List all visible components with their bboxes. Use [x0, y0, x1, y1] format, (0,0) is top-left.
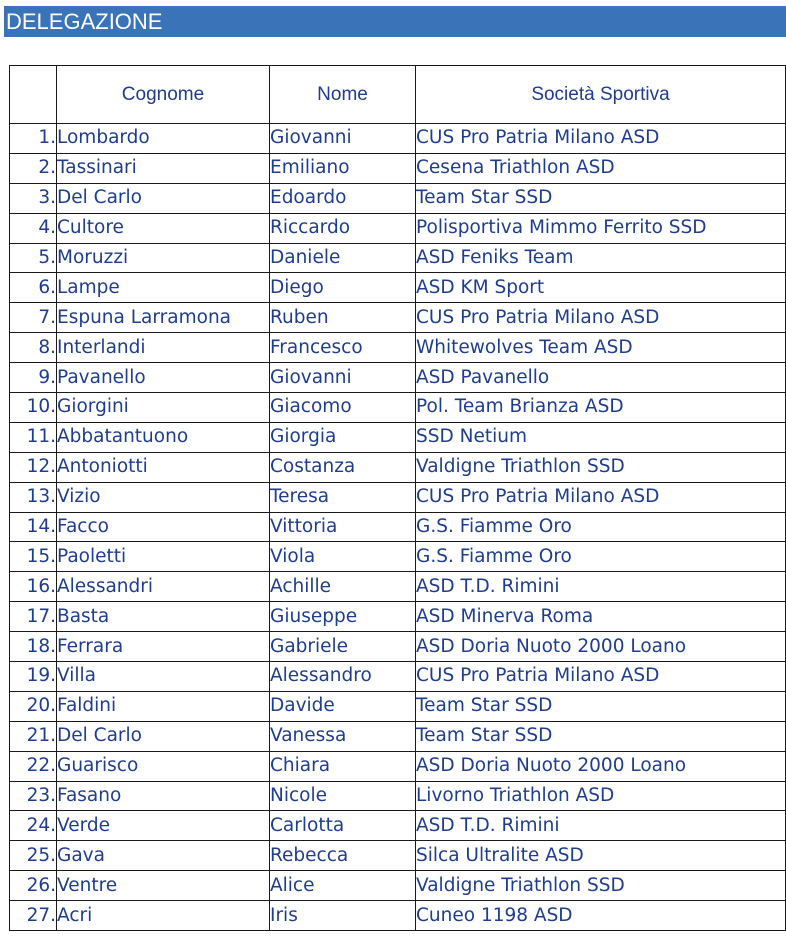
header-nome: Nome [270, 66, 416, 124]
societa-cell: ASD T.D. Rimini [416, 811, 786, 841]
cognome-cell: Alessandri [57, 572, 270, 602]
cognome-cell: Espuna Larramona [57, 303, 270, 333]
nome-cell: Nicole [270, 781, 416, 811]
row-number: 11. [10, 422, 57, 452]
header-cognome: Cognome [57, 66, 270, 124]
cognome-cell: Villa [57, 662, 270, 692]
row-number: 9. [10, 363, 57, 393]
row-number: 20. [10, 691, 57, 721]
cognome-cell: Interlandi [57, 333, 270, 363]
cognome-cell: Acri [57, 901, 270, 931]
nome-cell: Ruben [270, 303, 416, 333]
row-number: 10. [10, 393, 57, 423]
cognome-cell: Fasano [57, 781, 270, 811]
table-row [10, 422, 786, 452]
table-row [10, 393, 786, 423]
societa-cell: Livorno Triathlon ASD [416, 781, 786, 811]
nome-cell: Giuseppe [270, 602, 416, 632]
societa-cell: CUS Pro Patria Milano ASD [416, 482, 786, 512]
table-row [10, 841, 786, 871]
table-row [10, 871, 786, 901]
table-row [10, 213, 786, 243]
table-row [10, 901, 786, 931]
row-number: 8. [10, 333, 57, 363]
row-number: 19. [10, 662, 57, 692]
societa-cell: CUS Pro Patria Milano ASD [416, 124, 786, 154]
table-row [10, 153, 786, 183]
table-row [10, 542, 786, 572]
row-number: 13. [10, 482, 57, 512]
cognome-cell: Paoletti [57, 542, 270, 572]
cognome-cell: Tassinari [57, 153, 270, 183]
row-number: 15. [10, 542, 57, 572]
societa-cell: CUS Pro Patria Milano ASD [416, 662, 786, 692]
cognome-cell: Faldini [57, 691, 270, 721]
cognome-cell: Giorgini [57, 393, 270, 423]
nome-cell: Achille [270, 572, 416, 602]
cognome-cell: Basta [57, 602, 270, 632]
cognome-cell: Moruzzi [57, 243, 270, 273]
section-title: DELEGAZIONE [4, 6, 786, 37]
nome-cell: Diego [270, 273, 416, 303]
societa-cell: ASD Minerva Roma [416, 602, 786, 632]
nome-cell: Edoardo [270, 183, 416, 213]
table-row [10, 811, 786, 841]
row-number: 27. [10, 901, 57, 931]
nome-cell: Gabriele [270, 632, 416, 662]
header-row [10, 66, 786, 124]
societa-cell: Team Star SSD [416, 721, 786, 751]
societa-cell: Cesena Triathlon ASD [416, 153, 786, 183]
table-row [10, 124, 786, 154]
societa-cell: Valdigne Triathlon SSD [416, 452, 786, 482]
row-number: 3. [10, 183, 57, 213]
table-row [10, 632, 786, 662]
societa-cell: CUS Pro Patria Milano ASD [416, 303, 786, 333]
nome-cell: Davide [270, 691, 416, 721]
row-number: 17. [10, 602, 57, 632]
table-row [10, 781, 786, 811]
row-number: 2. [10, 153, 57, 183]
cognome-cell: Ferrara [57, 632, 270, 662]
table-row [10, 512, 786, 542]
nome-cell: Chiara [270, 751, 416, 781]
cognome-cell: Antoniotti [57, 452, 270, 482]
societa-cell: Valdigne Triathlon SSD [416, 871, 786, 901]
cognome-cell: Del Carlo [57, 183, 270, 213]
societa-cell: ASD Feniks Team [416, 243, 786, 273]
societa-cell: ASD Doria Nuoto 2000 Loano [416, 751, 786, 781]
societa-cell: Team Star SSD [416, 691, 786, 721]
nome-cell: Iris [270, 901, 416, 931]
cognome-cell: Lampe [57, 273, 270, 303]
nome-cell: Rebecca [270, 841, 416, 871]
nome-cell: Viola [270, 542, 416, 572]
societa-cell: Polisportiva Mimmo Ferrito SSD [416, 213, 786, 243]
row-number: 12. [10, 452, 57, 482]
row-number: 1. [10, 124, 57, 154]
nome-cell: Giovanni [270, 124, 416, 154]
nome-cell: Francesco [270, 333, 416, 363]
nome-cell: Giovanni [270, 363, 416, 393]
nome-cell: Riccardo [270, 213, 416, 243]
societa-cell: SSD Netium [416, 422, 786, 452]
table-row [10, 572, 786, 602]
table-row [10, 333, 786, 363]
cognome-cell: Pavanello [57, 363, 270, 393]
societa-cell: Pol. Team Brianza ASD [416, 393, 786, 423]
table-row [10, 243, 786, 273]
cognome-cell: Verde [57, 811, 270, 841]
cognome-cell: Ventre [57, 871, 270, 901]
societa-cell: ASD KM Sport [416, 273, 786, 303]
row-number: 7. [10, 303, 57, 333]
societa-cell: G.S. Fiamme Oro [416, 542, 786, 572]
nome-cell: Alice [270, 871, 416, 901]
table-row [10, 751, 786, 781]
cognome-cell: Facco [57, 512, 270, 542]
delegation-table [9, 65, 786, 931]
row-number: 26. [10, 871, 57, 901]
societa-cell: Silca Ultralite ASD [416, 841, 786, 871]
table-row [10, 482, 786, 512]
table-row [10, 662, 786, 692]
table-body [10, 124, 786, 931]
row-number: 22. [10, 751, 57, 781]
societa-cell: ASD Doria Nuoto 2000 Loano [416, 632, 786, 662]
societa-cell: ASD Pavanello [416, 363, 786, 393]
row-number: 25. [10, 841, 57, 871]
nome-cell: Costanza [270, 452, 416, 482]
nome-cell: Giorgia [270, 422, 416, 452]
cognome-cell: Gava [57, 841, 270, 871]
table-row [10, 452, 786, 482]
cognome-cell: Lombardo [57, 124, 270, 154]
nome-cell: Carlotta [270, 811, 416, 841]
row-number: 18. [10, 632, 57, 662]
nome-cell: Alessandro [270, 662, 416, 692]
row-number: 21. [10, 721, 57, 751]
societa-cell: G.S. Fiamme Oro [416, 512, 786, 542]
row-number: 23. [10, 781, 57, 811]
nome-cell: Daniele [270, 243, 416, 273]
societa-cell: Cuneo 1198 ASD [416, 901, 786, 931]
nome-cell: Vittoria [270, 512, 416, 542]
header-number [10, 66, 57, 124]
nome-cell: Vanessa [270, 721, 416, 751]
societa-cell: ASD T.D. Rimini [416, 572, 786, 602]
nome-cell: Emiliano [270, 153, 416, 183]
cognome-cell: Cultore [57, 213, 270, 243]
table-row [10, 691, 786, 721]
table-row [10, 602, 786, 632]
cognome-cell: Guarisco [57, 751, 270, 781]
societa-cell: Team Star SSD [416, 183, 786, 213]
row-number: 6. [10, 273, 57, 303]
cognome-cell: Vizio [57, 482, 270, 512]
nome-cell: Teresa [270, 482, 416, 512]
header-societa: Società Sportiva [416, 66, 786, 124]
table-header [10, 66, 786, 124]
row-number: 4. [10, 213, 57, 243]
row-number: 24. [10, 811, 57, 841]
nome-cell: Giacomo [270, 393, 416, 423]
table-row [10, 721, 786, 751]
table-row [10, 183, 786, 213]
table-row [10, 303, 786, 333]
societa-cell: Whitewolves Team ASD [416, 333, 786, 363]
row-number: 5. [10, 243, 57, 273]
cognome-cell: Abbatantuono [57, 422, 270, 452]
cognome-cell: Del Carlo [57, 721, 270, 751]
row-number: 14. [10, 512, 57, 542]
table-row [10, 273, 786, 303]
row-number: 16. [10, 572, 57, 602]
table-row [10, 363, 786, 393]
